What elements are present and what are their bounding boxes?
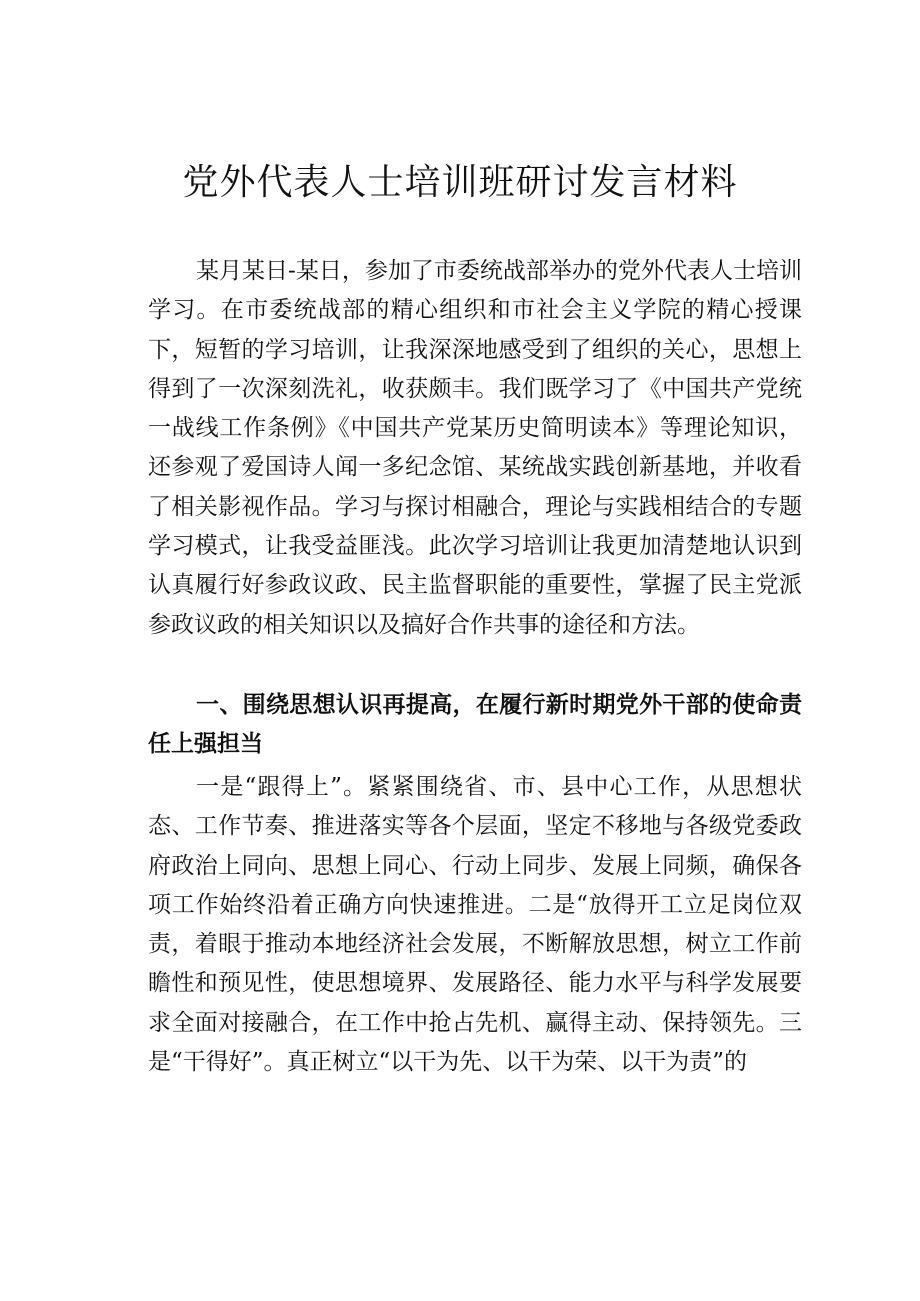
section-1-paragraph: 一是“跟得上”。紧紧围绕省、市、县中心工作，从思想状态、工作节奏、推进落实等各个层面，坚定不移地与各级党委政府政治上同向、思想上同心、行动上同步、发展上同频，确保各项工作始终沿着正确方向快速推进。二是“放得开工立足岗位双责，着眼于推动本地经济社会发展，不断解放思想，树立工作前瞻性和预见性，使思想境界、发展路径、能力水平与科学发展要求全面对接融合，在工作中抢占先机、赢得主动、保持领先。三是“干得好”。真正树立“以干为先、以干为荣、以干为责”的 <box>148 774 802 1076</box>
document-title: 党外代表人士培训班研讨发言材料 <box>182 162 738 203</box>
intro-paragraph: 某月某日-某日，参加了市委统战部举办的党外代表人士培训学习。在市委统战部的精心组织和市社会主义学院的精心授课下，短暂的学习培训，让我深深地感受到了组织的关心，思想上得到了一次深刻洗礼，收获颇丰。我们既学习了《中国共产党统一战线工作条例》《中国共产党某历史简明读本》等理论知识，还参观了爱国诗人闻一多纪念馆、某统战实践创新基地，并收看了相关影视作品。学习与探讨相融合，理论与实践相结合的专题学习模式，让我受益匪浅。此次学习培训让我更加清楚地认识到认真履行好参政议政、民主监督职能的重要性，掌握了民主党派参政议政的相关知识以及搞好合作共事的途径和方法。 <box>148 258 802 638</box>
section-heading-1: 一、围绕思想认识再提高，在履行新时期党外干部的使命责任上强担当 <box>148 692 802 757</box>
